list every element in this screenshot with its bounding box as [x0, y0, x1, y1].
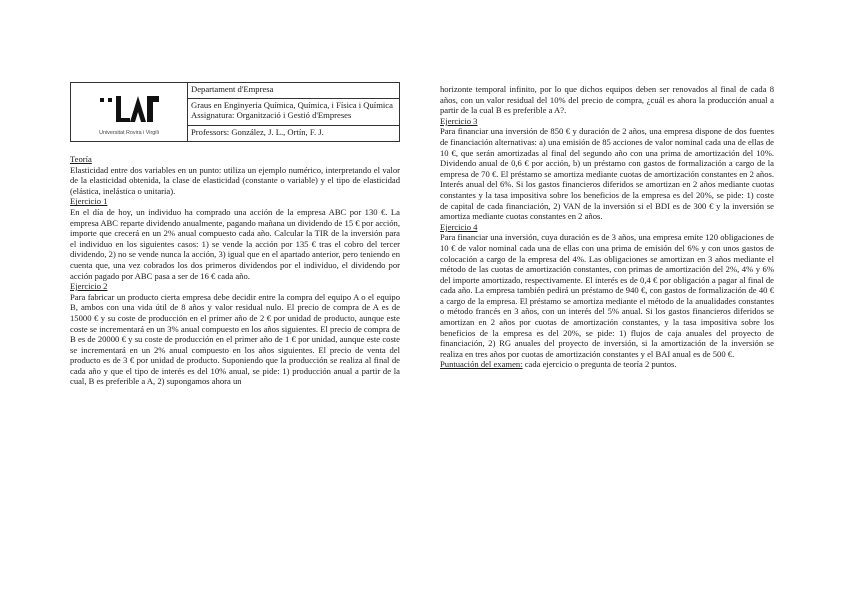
ejercicio-1-heading: Ejercicio 1 — [70, 196, 108, 207]
left-column — [70, 82, 400, 387]
ejercicio-1-text: En el día de hoy, un individuo ha comprado una acción de la empresa ABC por 130 €. La empresa ABC reparte dividendo anualmente, pagando mañana un dividendo de 15 € por acción, importe que crecerá en un 2% anual compuesto cada año. Calcular la TIR de la inversión para el individuo en los siguientes casos: 1) se vende la acción por 135 € tras el cobro del tercer dividendo, 2) no se vende nunca la acción, 3) igual que en el apartado anterior, pero teniendo en cuenta que, una vez cobrados los dos primeros dividendos por el individuo, el dividendo por acción pagado por ABC pasa a ser de 16 € cada año. — [70, 206, 400, 281]
teoria-heading: Teoría — [70, 154, 92, 164]
department-cell: Departament d'Empresa — [188, 83, 400, 99]
ejercicio-3-text: Para financiar una inversión de 850 € y duración de 2 años, una empresa dispone de dos fuentes de financiación alternativas: a) una emisión de 85 acciones de valor nominal cada una de ellas de 10 €, que serán amortizadas al final del segundo año con una prima de amortización del 10%. Dividendo anual de 0,6 € por acción, b) un préstamo con gastos de formalización a cargo de la empresa de 70 €. El préstamo se amortiza mediante cuotas de amortización constantes en 2 años. Interés anual del 6%. Si los gastos financieros diferidos se amortizan en 2 años mediante cuotas constantes y la tasa impositiva sobre los beneficios de la empresa es del 20%, se pide: 1) coste de capital de cada financiación, 2) VAN de la inversión si el BDI es de 300 € y la inversión se amortiza mediante cuotas constantes en 2 años. — [440, 126, 774, 222]
puntuacion-label: Puntuación del examen: — [440, 359, 523, 370]
ejercicio-3-heading: Ejercicio 3 — [440, 115, 478, 126]
university-logo — [94, 92, 164, 128]
professors-cell: Professors: González, J. L., Ortín, F. J. — [188, 126, 400, 142]
degrees-cell — [188, 98, 400, 126]
ejercicio-2-continuation: horizonte temporal infinito, por lo que dichos equipos deben ser renovados al final de cada 8 años, con un valor residual del 10% del precio de compra, ¿cuál es ahora la producción anual a partir de la cual B es preferible a A?. — [440, 84, 774, 116]
right-column — [440, 84, 774, 370]
degrees-text: Graus en Enginyeria Química, Química, i Física i Química — [191, 99, 393, 110]
ejercicio-4-text: Para financiar una inversión, cuya duración es de 3 años, una empresa emite 120 obligaciones de 10 € de valor nominal cada una de ellas con una prima de emisión del 6% y con unos gastos de colocación a cargo de la empresa del 4%. Las obligaciones se amortizan en 3 años mediante el método de las cuotas de amortización constantes, con primas de amortización del 2%, 4% y 6% del importe amortizado, respectivamente. El interés es de 0,4 € por obligación a pagar al final de cada año. La empresa también pedirá un préstamo de 940 €, con gastos de formalización de 40 € a cargo de la empresa. El préstamo se amortiza mediante el método de la anualidades constantes o método francés en 3 años, con un interés del 5% anual. Si los gastos financieros diferidos se amortizan en 2 años por cuotas de amortización constantes, y la tasa impositiva sobre los beneficios de la empresa es del 20%, se pide: 1) flujos de caja anuales del proyecto de financiación, 2) RG anuales del proyecto de inversión, si la amortización de la inversión se realiza en tres años por cuotas de amortización constantes y el BAI anual es de 500 €. — [440, 232, 774, 359]
subject-text: Assignatura: Organització i Gestió d'Empreses — [191, 109, 352, 120]
puntuacion-text: cada ejercicio o pregunta de teoría 2 puntos. — [522, 359, 677, 370]
ejercicio-4-heading: Ejercicio 4 — [440, 221, 478, 232]
ejercicio-2-text: Para fabricar un producto cierta empresa debe decidir entre la compra del equipo A o el equipo B, ambos con una vida útil de 8 años y valor residual nulo. El precio de compra de A es de 15000 € y su coste de producción en el primer año de 2 € por unidad de producto, aunque este coste se incrementará en un 3% anual compuesto en los años siguientes. El precio de compra de B es de 20000 € y su coste de producción en el primer año de 1 € por unidad, aunque este coste se incrementará en un 2% anual compuesto en los años siguientes. El precio de venta del producto es de 3 € por unidad de producto. Suponiendo que la producción se realiza al final de cada año y que el tipo de interés es del 10% anual, se pide: 1) producción anual a partir de la cual, B es preferible a A, 2) supongamos ahora un — [70, 291, 400, 387]
ejercicio-2-heading: Ejercicio 2 — [70, 281, 108, 292]
logo-caption: Universitat Rovira i Virgili — [99, 130, 159, 136]
puntuacion-line — [440, 359, 774, 370]
teoria-text: Elasticidad entre dos variables en un punto: utiliza un ejemplo numérico, interpretando el valor de la elasticidad obtenida, la clase de elasticidad (constante o variable) y el tipo de elasticidad (elástica, inelástica o unitaria). — [70, 164, 400, 196]
logo-cell — [71, 83, 188, 142]
header-table — [70, 82, 400, 142]
